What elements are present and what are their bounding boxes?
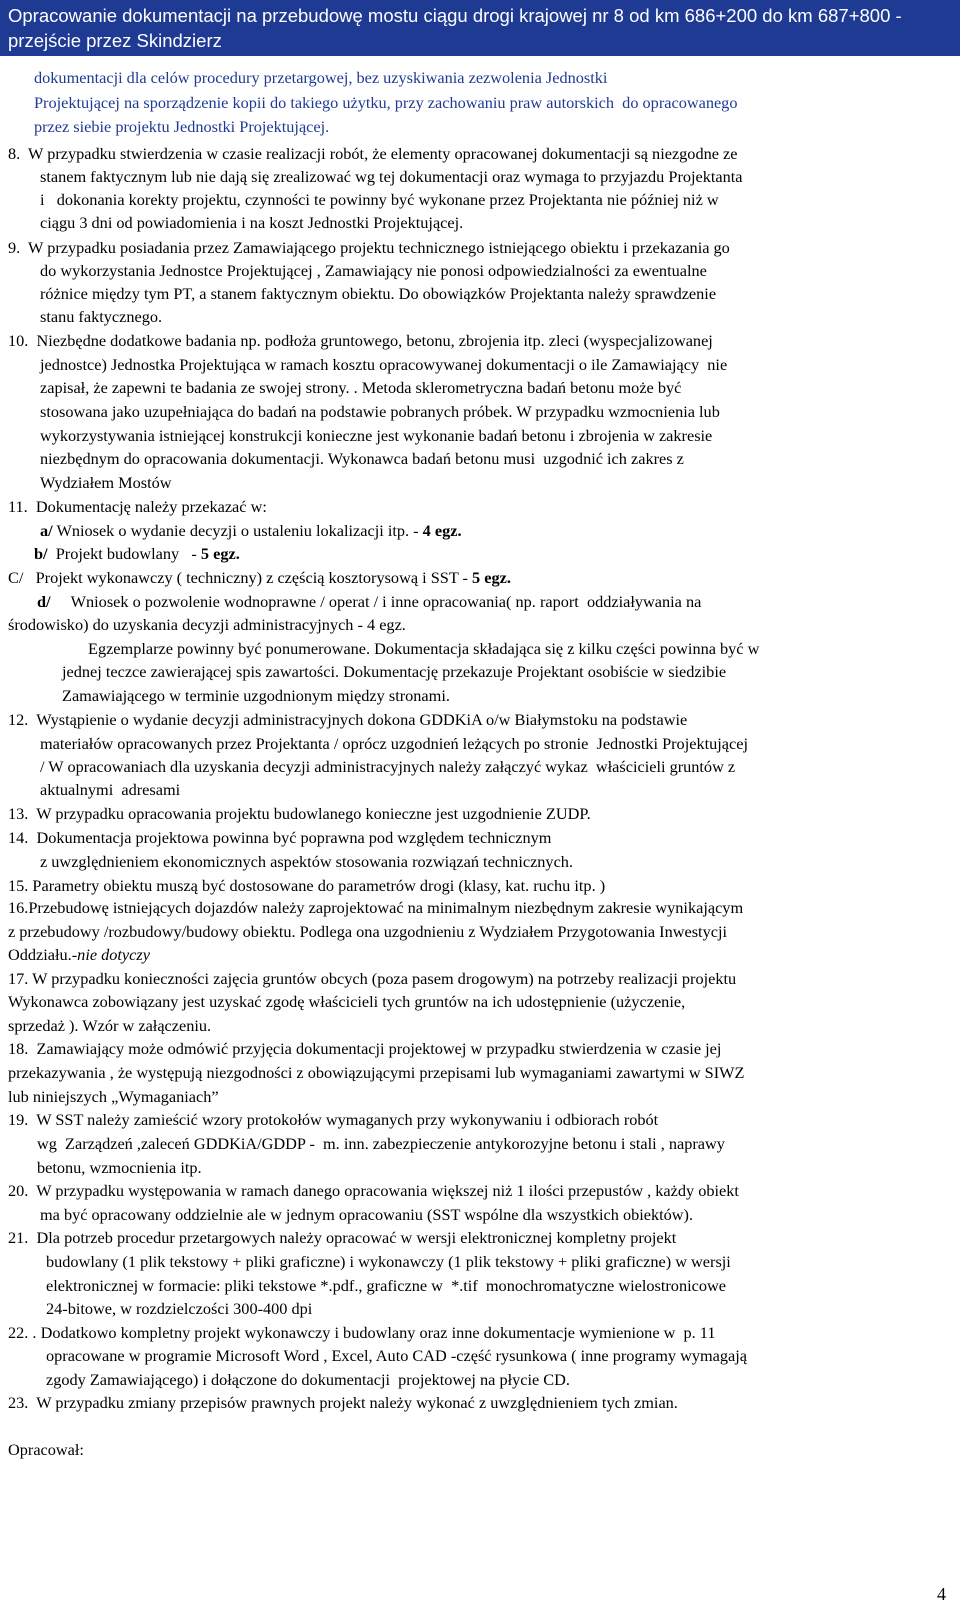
p22-line-1: 22. . Dodatkowo kompletny projekt wykonawczy i budowlany oraz inne dokumentacje wymienione w p. 11 xyxy=(8,1323,716,1342)
p9-line-4: stanu faktycznego. xyxy=(40,307,163,326)
p11-b-text: Projekt budowlany - xyxy=(47,544,201,563)
p11-item-b xyxy=(34,544,240,564)
p9-line-1: 9. W przypadku posiadania przez Zamawiającego projektu technicznego istniejącego obiektu i przekazania go xyxy=(8,238,730,257)
p9-line-3: różnice między tym PT, a stanem faktycznym obiektu. Do obowiązków Projektanta należy sprawdzenie xyxy=(40,284,717,303)
p15-line: 15. Parametry obiektu muszą być dostosowane do parametrów drogi (klasy, kat. ruchu itp. ) xyxy=(8,876,606,895)
p12-line-1: 12. Wystąpienie o wydanie decyzji administracyjnych dokona GDDKiA o/w Białymstoku na podstawie xyxy=(8,710,688,729)
p21-line-3: elektronicznej w formacie: pliki tekstowe *.pdf., graficzne w *.tif monochromatyczne wielostronicowe xyxy=(46,1276,726,1295)
p8-line-1: 8. W przypadku stwierdzenia w czasie realizacji robót, że elementy opracowanej dokumentacji są niezgodne ze xyxy=(8,144,738,163)
p17-line-3: sprzedaż ). Wzór w załączeniu. xyxy=(8,1016,212,1035)
p22-line-3: zgody Zamawiającego) i dołączone do dokumentacji projektowej na płycie CD. xyxy=(46,1370,570,1389)
p14-line-2: z uwzględnieniem ekonomicznych aspektów stosowania rozwiązań technicznych. xyxy=(40,852,574,871)
p16-line-3 xyxy=(8,945,150,965)
p11-item-a xyxy=(40,521,462,541)
document-header xyxy=(0,0,960,56)
p11-c-text: C/ Projekt wykonawczy ( techniczny) z częścią kosztorysową i SST - xyxy=(8,568,473,587)
p11-item-d xyxy=(37,592,701,612)
signature-label: Opracował: xyxy=(8,1440,84,1459)
p18-line-3: lub niniejszych „Wymaganiach” xyxy=(8,1087,219,1106)
p11-d-text: Wniosek o pozwolenie wodnoprawne / operat / i inne opracowania( np. raport oddziaływania na xyxy=(50,592,702,611)
p10-line-3: zapisał, że zapewni te badania ze swojej strony. . Metoda sklerometryczna badań betonu może być xyxy=(40,378,682,397)
p7-line-1: dokumentacji dla celów procedury przetargowej, bez uzyskiwania zezwolenia Jednostki xyxy=(34,68,608,87)
p11-d-letter: d/ xyxy=(37,592,51,611)
p7-line-2: Projektującej na sporządzenie kopii do takiego użytku, przy zachowaniu praw autorskich do opracowanego xyxy=(34,93,738,112)
p11-note-line-3: Zamawiającego w terminie uzgodnionym między stronami. xyxy=(62,686,450,705)
p19-line-1: 19. W SST należy zamieścić wzory protokołów wymaganych przy wykonywaniu i odbiorach robót xyxy=(8,1110,659,1129)
p8-line-4: ciągu 3 dni od powiadomienia i na koszt Jednostki Projektującej. xyxy=(40,213,464,232)
p11-a-count: 4 egz. xyxy=(422,521,462,540)
p16-line-1: 16.Przebudowę istniejących dojazdów należy zaprojektować na minimalnym niezbędnym zakresie wynikającym xyxy=(8,898,744,917)
p17-line-2: Wykonawca zobowiązany jest uzyskać zgodę właścicieli tych gruntów na ich udostępnienie (użyczenie, xyxy=(8,992,686,1011)
p18-line-2: przekazywania , że występują niezgodności z obowiązującymi przepisami lub wymaganiami zawartymi w SIWZ xyxy=(8,1063,745,1082)
p7-line-3: przez siebie projektu Jednostki Projektującej. xyxy=(34,117,330,136)
p10-line-7: Wydziałem Mostów xyxy=(40,473,172,492)
p16-not-applicable: nie dotyczy xyxy=(77,945,150,964)
p12-line-3: / W opracowaniach dla uzyskania decyzji administracyjnych należy załączyć wykaz właścicieli gruntów z xyxy=(40,757,736,776)
p16-line-2: z przebudowy /rozbudowy/budowy obiektu. Podlega ona uzgodnieniu z Wydziałem Przygotowania Inwestycji xyxy=(8,922,727,941)
p11-note-line-1: Egzemplarze powinny być ponumerowane. Dokumentacja składająca się z kilku części powinna być w xyxy=(88,639,760,658)
p12-line-4: aktualnymi adresami xyxy=(40,780,181,799)
p21-line-1: 21. Dla potrzeb procedur przetargowych należy opracować w wersji elektronicznej kompletny projekt xyxy=(8,1228,677,1247)
p22-line-2: opracowane w programie Microsoft Word , Excel, Auto CAD -część rysunkowa ( inne programy wymagają xyxy=(46,1346,747,1365)
p11-c-count: 5 egz. xyxy=(472,568,511,587)
p18-line-1: 18. Zamawiający może odmówić przyjęcia dokumentacji projektowej w przypadku stwierdzenia w czasie jej xyxy=(8,1039,722,1058)
p11-item-c xyxy=(8,568,511,588)
p11-a-text: Wniosek o wydanie decyzji o ustaleniu lokalizacji itp. - xyxy=(52,521,423,540)
p8-line-3: i dokonania korekty projektu, czynności te powinny być wykonane przez Projektanta nie później niż w xyxy=(40,190,719,209)
p20-line-1: 20. W przypadku występowania w ramach danego opracowania większej niż 1 ilości przepustów , każdy obiekt xyxy=(8,1181,739,1200)
p23-line: 23. W przypadku zmiany przepisów prawnych projekt należy wykonać z uwzględnieniem tych zmian. xyxy=(8,1393,678,1412)
p11-b-letter: b/ xyxy=(34,544,48,563)
p10-line-1: 10. Niezbędne dodatkowe badania np. podłoża gruntowego, betonu, zbrojenia itp. zleci (wyspecjalizowanej xyxy=(8,331,713,350)
page-number: 4 xyxy=(937,1584,946,1604)
p21-line-4: 24-bitowe, w rozdzielczości 300-400 dpi xyxy=(46,1299,313,1318)
p9-line-2: do wykorzystania Jednostce Projektującej , Zamawiający nie ponosi odpowiedzialności za ewentualne xyxy=(40,261,707,280)
p16-line-3-text: Oddziału.- xyxy=(8,945,78,964)
p10-line-4: stosowana jako uzupełniająca do badań na podstawie pobranych próbek. W przypadku wzmocnienia lub xyxy=(40,402,720,421)
p11-item-d-cont: środowisko) do uzyskania decyzji administracyjnych - 4 egz. xyxy=(8,615,406,634)
p21-line-2: budowlany (1 plik tekstowy + pliki graficzne) i wykonawczy (1 plik tekstowy + pliki graficzne) w wersji xyxy=(46,1252,731,1271)
p8-line-2: stanem faktycznym lub nie dają się zrealizować wg tej dokumentacji oraz wymaga to przyjazdu Projektanta xyxy=(40,167,743,186)
p10-line-5: wykorzystywania istniejącej konstrukcji konieczne jest wykonanie badań betonu i zbrojenia w zakresie xyxy=(40,426,713,445)
p11-b-count: 5 egz. xyxy=(200,544,240,563)
p19-line-2: wg Zarządzeń ,zaleceń GDDKiA/GDDP - m. inn. zabezpieczenie antykorozyjne betonu i stali , naprawy xyxy=(37,1134,725,1153)
p19-line-3: betonu, wzmocnienia itp. xyxy=(37,1158,202,1177)
p14-line-1: 14. Dokumentacja projektowa powinna być poprawna pod względem technicznym xyxy=(8,828,552,847)
p11-note-line-2: jednej teczce zawierającej spis zawartości. Dokumentację przekazuje Projektant osobiście w siedzibie xyxy=(62,662,727,681)
p10-line-6: niezbędnym do opracowania dokumentacji. Wykonawca badań betonu musi uzgodnić ich zakres z xyxy=(40,449,684,468)
p12-line-2: materiałów opracowanych przez Projektanta / oprócz uzgodnień leżących po stronie Jednostki Projektującej xyxy=(40,734,748,753)
p11-intro: 11. Dokumentację należy przekazać w: xyxy=(8,497,267,516)
p20-line-2: ma być opracowany oddzielnie ale w jednym opracowaniu (SST wspólne dla wszystkich obiektów). xyxy=(40,1205,694,1224)
document-title: Opracowanie dokumentacji na przebudowę mostu ciągu drogi krajowej nr 8 od km 686+200 do km 687+800 - przejście przez Skindzierz xyxy=(8,5,902,51)
p11-a-letter: a/ xyxy=(40,521,53,540)
p13-line: 13. W przypadku opracowania projektu budowlanego konieczne jest uzgodnienie ZUDP. xyxy=(8,804,591,823)
p17-line-1: 17. W przypadku konieczności zajęcia gruntów obcych (poza pasem drogowym) na potrzeby realizacji projektu xyxy=(8,969,737,988)
p10-line-2: jednostce) Jednostka Projektująca w ramach kosztu opracowywanej dokumentacji o ile Zamawiający nie xyxy=(40,355,728,374)
